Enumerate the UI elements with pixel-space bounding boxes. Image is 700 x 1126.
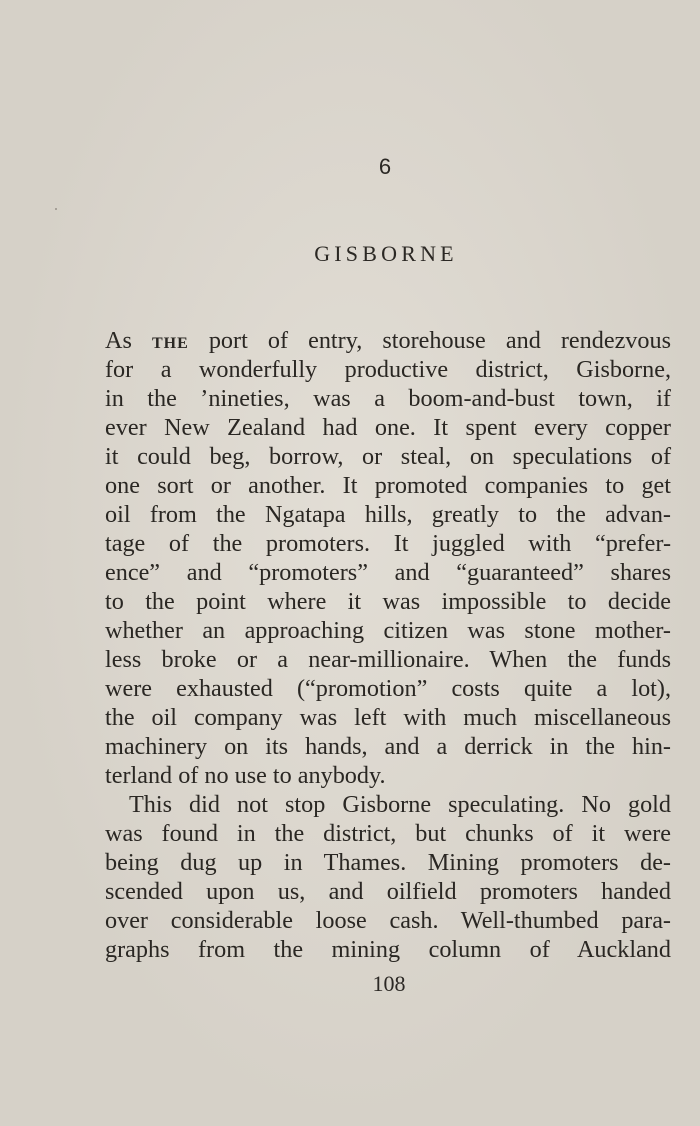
text-line: machinery on its hands, and a derrick in the hin- (105, 733, 671, 760)
text-line: ence” and “promoters” and “guaranteed” shares (105, 559, 671, 586)
opening-word: As (105, 327, 152, 354)
text-line: terland of no use to anybody. (105, 762, 386, 789)
text-line: the oil company was left with much miscellaneous (105, 704, 671, 731)
text-line: was found in the district, but chunks of it were (105, 820, 671, 847)
text-line-1 (105, 326, 671, 355)
page-speck (55, 208, 57, 210)
text-line: less broke or a near-millionaire. When the funds (105, 646, 671, 673)
opening-line-rest: port of entry, storehouse and rendezvous (188, 327, 672, 354)
text-line: being dug up in Thames. Mining promoters de- (105, 849, 671, 876)
text-line: whether an approaching citizen was stone mother- (105, 617, 671, 644)
paragraph-2-first-line: This did not stop Gisborne speculating. No gold (129, 791, 671, 818)
text-line: for a wonderfully productive district, Gisborne, (105, 356, 671, 383)
text-line: ever New Zealand had one. It spent every copper (105, 414, 671, 441)
text-line: were exhausted (“promotion” costs quite a lot), (105, 675, 671, 702)
text-line: one sort or another. It promoted companies to get (105, 472, 671, 499)
opening-smallcaps: THE (151, 335, 189, 352)
chapter-title: GISBORNE (314, 241, 458, 266)
page-number: 108 (372, 971, 406, 996)
text-line: over considerable loose cash. Well-thumbed para- (105, 907, 671, 934)
text-line: graphs from the mining column of Auckland (105, 936, 671, 963)
text-line: tage of the promoters. It juggled with “prefer- (105, 530, 671, 557)
text-line: it could beg, borrow, or steal, on speculations of (105, 443, 671, 470)
body-text (105, 326, 671, 964)
text-line: scended upon us, and oilfield promoters handed (105, 878, 671, 905)
chapter-number: 6 (378, 154, 392, 179)
text-line: oil from the Ngatapa hills, greatly to the advan- (105, 501, 671, 528)
text-line: in the ’nineties, was a boom-and-bust town, if (105, 385, 671, 412)
text-line: to the point where it was impossible to decide (105, 588, 671, 615)
